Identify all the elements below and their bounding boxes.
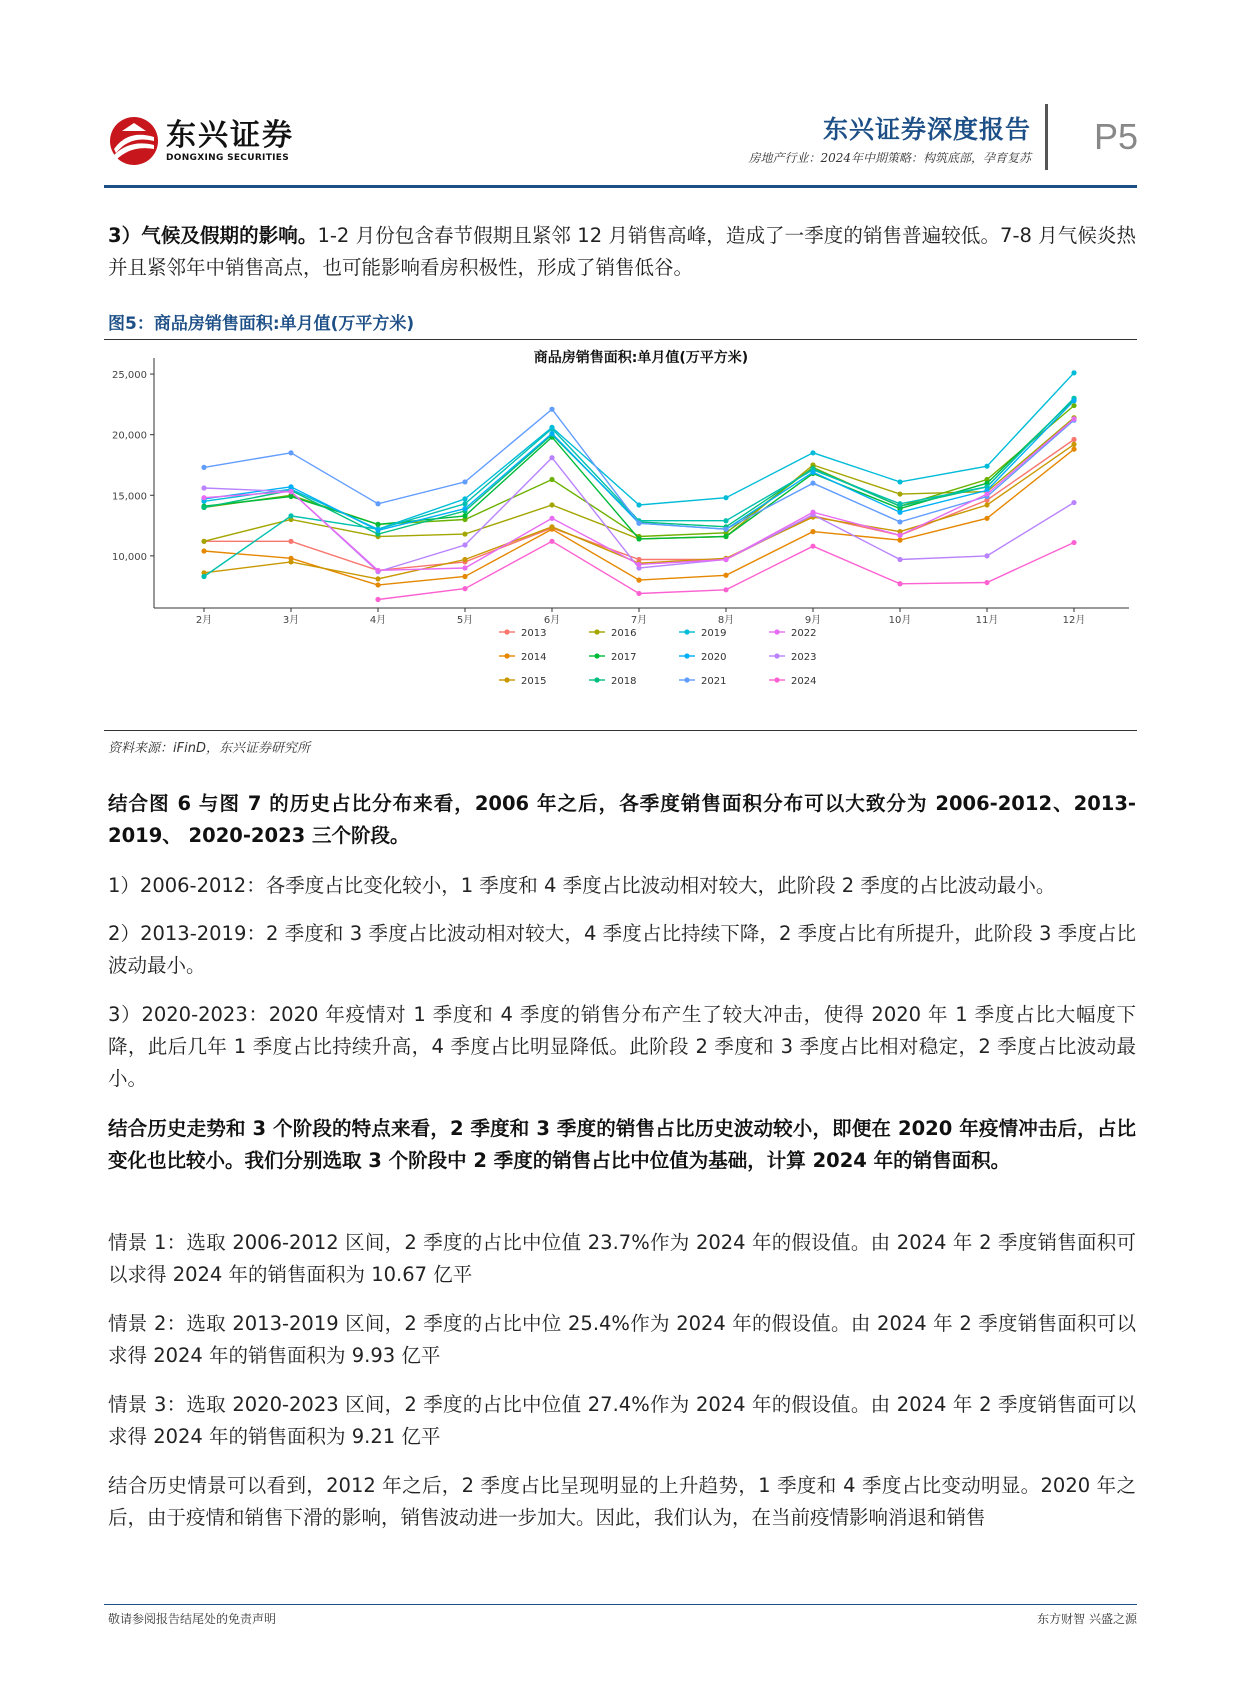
y-tick-label: 20,000 [112, 430, 147, 442]
x-tick-label: 2月 [195, 615, 213, 626]
x-tick-label: 6月 [543, 615, 561, 626]
data-point [897, 510, 902, 515]
data-point [1071, 437, 1076, 442]
legend-item [589, 628, 636, 639]
legend-item [679, 676, 726, 687]
data-point [810, 544, 815, 549]
legend-item [769, 676, 816, 687]
data-point [636, 521, 641, 526]
data-point [375, 582, 380, 587]
legend-item [589, 652, 636, 663]
header-rule [104, 185, 1137, 188]
x-tick-label: 10月 [888, 615, 912, 626]
body-paragraph-2: 1）2006-2012：各季度占比变化较小，1 季度和 4 季度占比波动相对较大，此阶段 2 季度的占比波动最小。 [108, 874, 1056, 897]
series-path [204, 409, 1074, 529]
body-paragraph-1: 结合图 6 与图 7 的历史占比分布来看，2006 年之后，各季度销售面积分布可以大致分为 2006-2012、2013-2019、 2020-2023 三个阶段。 [108, 792, 1136, 847]
data-point [462, 531, 467, 536]
legend-label: 2023 [791, 652, 817, 663]
data-point [897, 538, 902, 543]
data-point [897, 557, 902, 562]
y-tick-label: 10,000 [112, 551, 147, 563]
data-point [549, 407, 554, 412]
data-point [984, 553, 989, 558]
data-point [549, 502, 554, 507]
legend-swatch-dot [594, 629, 599, 634]
data-point [810, 470, 815, 475]
legend-item [679, 628, 726, 639]
legend-swatch-dot [504, 653, 509, 658]
intro-paragraph [108, 220, 1136, 284]
data-point [810, 450, 815, 455]
legend-swatch-dot [504, 629, 509, 634]
data-point [549, 431, 554, 436]
x-tick-label: 7月 [630, 615, 648, 626]
data-point [462, 557, 467, 562]
series-line [201, 396, 1076, 579]
data-point [636, 562, 641, 567]
legend-swatch-dot [504, 677, 509, 682]
data-point [375, 568, 380, 573]
header-divider [1045, 104, 1048, 170]
data-point [549, 516, 554, 521]
data-point [375, 576, 380, 581]
figure-source: 资料来源：iFinD，东兴证券研究所 [108, 741, 310, 756]
legend-label: 2024 [791, 676, 817, 687]
data-point [201, 548, 206, 553]
data-point [723, 534, 728, 539]
data-point [462, 574, 467, 579]
x-tick-label: 4月 [369, 615, 387, 626]
data-point [375, 501, 380, 506]
legend-swatch-dot [684, 677, 689, 682]
legend-item [679, 652, 726, 663]
data-point [636, 578, 641, 583]
data-point [723, 573, 728, 578]
chart-series-group [201, 370, 1076, 602]
data-point [288, 489, 293, 494]
series-path [204, 398, 1074, 534]
body-paragraph-4: 3）2020-2023：2020 年疫情对 1 季度和 4 季度的销售分布产生了较大冲击，使得 2020 年 1 季度占比大幅度下降，此后几年 1 季度占比持续升高，4 季度占比明显降低。此阶段 2 季度和 3 季度占比相对稳定，2 季度占比波动最小。 [108, 1003, 1136, 1090]
chart-title: 商品房销售面积:单月值(万平方米) [533, 350, 749, 366]
data-point [201, 505, 206, 510]
data-point [288, 484, 293, 489]
data-point [462, 496, 467, 501]
y-tick-label: 15,000 [112, 491, 147, 503]
report-subtitle: 房地产行业：2024年中期策略：构筑底部，孕育复苏 [748, 151, 1031, 165]
legend-label: 2022 [791, 628, 817, 639]
series-line [201, 396, 1076, 537]
legend-label: 2014 [521, 652, 547, 663]
x-tick-label: 3月 [282, 615, 300, 626]
data-point [288, 559, 293, 564]
series-line [201, 455, 1076, 574]
series-line [375, 539, 1076, 602]
data-point [1071, 398, 1076, 403]
data-point [549, 455, 554, 460]
data-point [810, 481, 815, 486]
data-point [810, 529, 815, 534]
data-point [810, 510, 815, 515]
sales-area-line-chart [104, 340, 1137, 728]
x-tick-label: 11月 [975, 615, 999, 626]
data-point [984, 464, 989, 469]
data-point [375, 597, 380, 602]
legend-label: 2017 [611, 652, 637, 663]
data-point [462, 513, 467, 518]
x-tick-label: 5月 [456, 615, 474, 626]
data-point [984, 516, 989, 521]
x-tick-label: 12月 [1062, 615, 1086, 626]
data-point [984, 580, 989, 585]
data-point [897, 479, 902, 484]
data-point [897, 501, 902, 506]
data-point [1071, 416, 1076, 421]
legend-swatch-dot [684, 653, 689, 658]
data-point [288, 513, 293, 518]
company-logo [108, 115, 294, 167]
figure-bottom-rule [104, 730, 1137, 731]
data-point [984, 502, 989, 507]
data-point [723, 495, 728, 500]
legend-swatch-dot [594, 653, 599, 658]
data-point [462, 479, 467, 484]
legend-label: 2021 [701, 676, 727, 687]
chart-legend [499, 628, 816, 687]
logo-chinese-name: 东兴证券 [166, 118, 294, 153]
legend-label: 2020 [701, 652, 727, 663]
series-path [204, 406, 1074, 537]
data-point [375, 522, 380, 527]
legend-label: 2015 [521, 676, 547, 687]
data-point [201, 574, 206, 579]
data-point [984, 491, 989, 496]
data-point [549, 477, 554, 482]
series-line [201, 407, 1076, 532]
data-point [723, 518, 728, 523]
logo-emblem-icon [108, 115, 160, 167]
legend-label: 2018 [611, 676, 637, 687]
intro-lead: 3）气候及假期的影响。 [108, 224, 318, 247]
data-point [897, 581, 902, 586]
data-point [636, 502, 641, 507]
legend-item [499, 676, 546, 687]
data-point [549, 425, 554, 430]
data-point [1071, 442, 1076, 447]
legend-swatch-dot [684, 629, 689, 634]
legend-swatch-dot [774, 629, 779, 634]
data-point [723, 527, 728, 532]
data-point [462, 565, 467, 570]
legend-item [499, 628, 546, 639]
legend-item [769, 652, 816, 663]
scenario-2-paragraph: 情景 2：选取 2013-2019 区间，2 季度的占比中位 25.4%作为 2024 年的假设值。由 2024 年 2 季度销售面积可以求得 2024 年的销售面积为 9.93 亿平 [108, 1312, 1136, 1367]
legend-label: 2016 [611, 628, 637, 639]
data-point [462, 542, 467, 547]
legend-swatch-dot [774, 653, 779, 658]
data-point [201, 485, 206, 490]
series-line [201, 398, 1076, 533]
data-point [201, 539, 206, 544]
scenario-1-paragraph: 情景 1：选取 2006-2012 区间，2 季度的占比中位值 23.7%作为 2024 年的假设值。由 2024 年 2 季度销售面积可以求得 2024 年的销售面积为 10.67 亿平 [108, 1231, 1136, 1286]
data-point [288, 494, 293, 499]
footer-disclaimer: 敬请参阅报告结尾处的免责声明 [108, 1612, 277, 1626]
x-tick-label: 9月 [804, 615, 822, 626]
body-paragraph-5: 结合历史走势和 3 个阶段的特点来看，2 季度和 3 季度的销售占比历史波动较小，即便在 2020 年疫情冲击后，占比变化也比较小。我们分别选取 3 个阶段中 2 季度的销售占比中位值为基础，计算 2024 年的销售面积。 [108, 1117, 1136, 1172]
data-point [723, 557, 728, 562]
data-point [549, 539, 554, 544]
legend-swatch-dot [774, 677, 779, 682]
y-tick-label: 25,000 [112, 370, 147, 382]
scenario-3-paragraph: 情景 3：选取 2020-2023 区间，2 季度的占比中位值 27.4%作为 2024 年的假设值。由 2024 年 2 季度销售面可以求得 2024 年的销售面积为 9.21 亿平 [108, 1393, 1136, 1448]
data-point [636, 591, 641, 596]
legend-label: 2013 [521, 628, 547, 639]
report-title: 东兴证券深度报告 [822, 115, 1031, 144]
data-point [375, 528, 380, 533]
legend-label: 2019 [701, 628, 727, 639]
legend-swatch-dot [594, 677, 599, 682]
legend-item [769, 628, 816, 639]
x-tick-label: 8月 [717, 615, 735, 626]
data-point [723, 587, 728, 592]
data-point [462, 586, 467, 591]
body-paragraph-9: 结合历史情景可以看到，2012 年之后，2 季度占比呈现明显的上升趋势，1 季度和 4 季度占比变动明显。2020 年之后，由于疫情和销售下滑的影响，销售波动进一步加大。因此，我们认为，在当前疫情影响消退和销售 [108, 1474, 1136, 1529]
series-path [204, 398, 1074, 576]
data-point [636, 536, 641, 541]
footer-slogan: 东方财智 兴盛之源 [1037, 1612, 1137, 1626]
data-point [201, 465, 206, 470]
page-header [0, 0, 1241, 200]
data-point [288, 539, 293, 544]
footer-rule [104, 1604, 1137, 1605]
data-point [1071, 403, 1076, 408]
data-point [1071, 500, 1076, 505]
legend-item [499, 652, 546, 663]
page-number: P5 [1094, 116, 1139, 157]
data-point [201, 495, 206, 500]
data-point [549, 524, 554, 529]
logo-english-name: DONGXING SECURITIES [166, 153, 290, 163]
intro-text: 1-2 月份包含春节假期且紧邻 12 月销售高峰，造成了一季度的销售普遍较低。7-8 月气候炎热并且紧邻年中销售高点，也可能影响看房积极性，形成了销售低谷。 [108, 224, 1136, 279]
body-paragraph-3: 2）2013-2019：2 季度和 3 季度占比波动相对较大，4 季度占比持续下降，2 季度占比有所提升，此阶段 3 季度占比波动最小。 [108, 922, 1136, 977]
legend-item [589, 676, 636, 687]
data-point [1071, 447, 1076, 452]
data-point [1071, 540, 1076, 545]
data-point [897, 533, 902, 538]
figure-label: 图5：商品房销售面积:单月值(万平方米) [108, 314, 415, 334]
data-point [1071, 370, 1076, 375]
data-point [897, 519, 902, 524]
data-point [462, 506, 467, 511]
data-point [897, 491, 902, 496]
data-point [288, 450, 293, 455]
data-point [462, 501, 467, 506]
